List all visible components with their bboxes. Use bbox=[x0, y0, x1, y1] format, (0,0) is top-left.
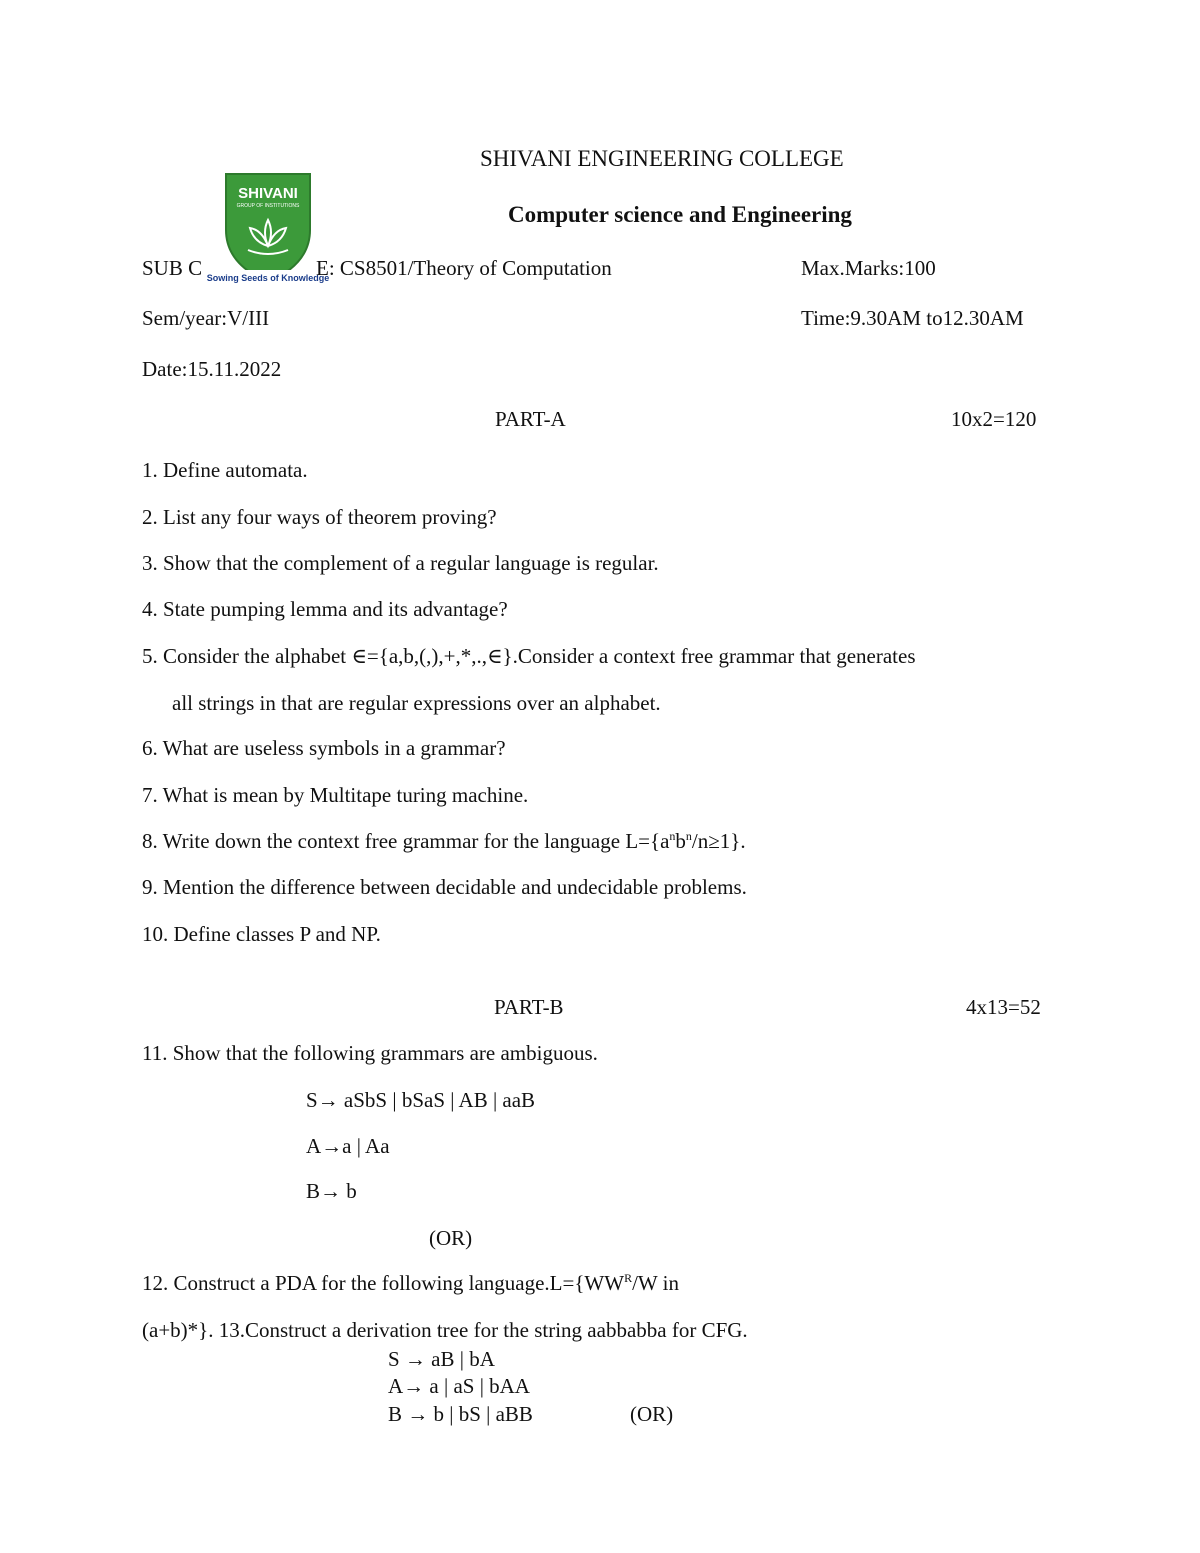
question-12-continued: (a+b)*}. 13.Construct a derivation tree for the string aabbabba for CFG. bbox=[142, 1318, 748, 1342]
question-3: 3. Show that the complement of a regular language is regular. bbox=[142, 551, 659, 575]
cfg-rule-a: A→ a | aS | bAA bbox=[388, 1374, 530, 1398]
grammar-rule-a: A→a | Aa bbox=[306, 1134, 390, 1158]
part-b-marks: 4x13=52 bbox=[966, 995, 1041, 1019]
question-1: 1. Define automata. bbox=[142, 458, 308, 482]
college-name: SHIVANI ENGINEERING COLLEGE bbox=[480, 146, 844, 171]
exam-date: Date:15.11.2022 bbox=[142, 357, 282, 381]
question-12-sup: R bbox=[624, 1271, 633, 1285]
logo-name: SHIVANI bbox=[238, 185, 298, 202]
question-8-sup-2: n bbox=[685, 829, 692, 843]
department-name: Computer science and Engineering bbox=[508, 202, 852, 227]
question-8-sup-1: n bbox=[669, 829, 676, 843]
part-a-title: PART-A bbox=[495, 407, 566, 431]
question-11: 11. Show that the following grammars are ambiguous. bbox=[142, 1041, 598, 1065]
question-8 bbox=[142, 828, 746, 854]
question-12 bbox=[142, 1270, 679, 1296]
question-8-mid: b bbox=[675, 829, 686, 853]
question-12-end: /W in bbox=[632, 1271, 679, 1295]
part-a-marks: 10x2=120 bbox=[951, 407, 1037, 431]
grammar-rule-b: B→ b bbox=[306, 1179, 357, 1203]
question-10: 10. Define classes P and NP. bbox=[142, 922, 381, 946]
sem-year: Sem/year:V/III bbox=[142, 306, 270, 330]
cfg-rule-b: B → b | bS | aBB bbox=[388, 1402, 533, 1426]
question-8-text: 8. Write down the context free grammar for the language L={a bbox=[142, 829, 670, 853]
or-separator-2: (OR) bbox=[630, 1402, 674, 1426]
question-5: 5. Consider the alphabet ∈={a,b,(,),+,*,.,∈}.Consider a context free grammar that generates bbox=[142, 644, 916, 668]
college-logo bbox=[206, 168, 330, 288]
question-6: 6. What are useless symbols in a grammar? bbox=[142, 736, 506, 760]
grammar-rule-s: S→ aSbS | bSaS | AB | aaB bbox=[306, 1088, 536, 1112]
part-b-title: PART-B bbox=[494, 995, 564, 1019]
exam-time: Time:9.30AM to12.30AM bbox=[801, 306, 1024, 330]
question-7: 7. What is mean by Multitape turing machine. bbox=[142, 783, 529, 807]
logo-subtitle: GROUP OF INSTITUTIONS bbox=[236, 203, 300, 209]
question-9: 9. Mention the difference between decidable and undecidable problems. bbox=[142, 875, 747, 899]
cfg-rule-s: S → aB | bA bbox=[388, 1347, 495, 1371]
max-marks: Max.Marks:100 bbox=[801, 256, 936, 280]
question-5-continued: all strings in that are regular expressions over an alphabet. bbox=[172, 691, 661, 715]
logo-tagline: Sowing Seeds of Knowledge bbox=[206, 273, 330, 283]
or-separator: (OR) bbox=[429, 1226, 473, 1250]
question-12-text: 12. Construct a PDA for the following language.L={WW bbox=[142, 1271, 625, 1295]
question-2: 2. List any four ways of theorem proving? bbox=[142, 505, 497, 529]
subject-code-rest: E: CS8501/Theory of Computation bbox=[316, 256, 612, 280]
subject-code-start: SUB C bbox=[142, 256, 203, 280]
question-8-end: /n≥1}. bbox=[691, 829, 746, 853]
question-4: 4. State pumping lemma and its advantage? bbox=[142, 597, 508, 621]
